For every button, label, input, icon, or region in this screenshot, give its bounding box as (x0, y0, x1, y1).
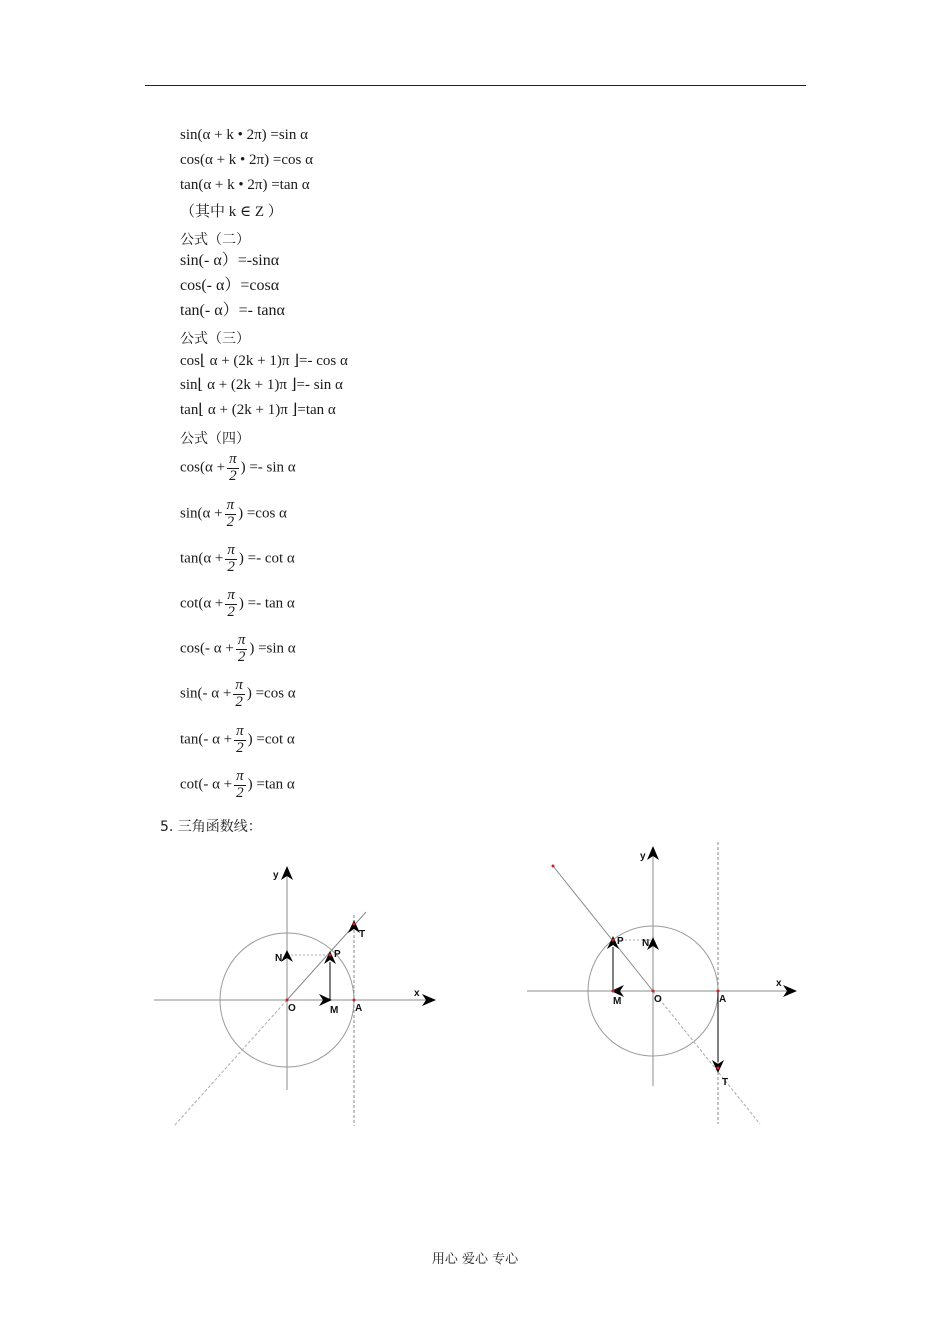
fig1-label-y: y (273, 870, 279, 881)
formula3-heading: 公式（三） (180, 331, 250, 347)
pi-over-2: $\frac{\pi}{2}$ (229, 451, 237, 484)
formula4-left: cot(α + (180, 595, 224, 612)
formula4-right: ) =tan α (247, 776, 295, 793)
terminal-extension (653, 991, 760, 1124)
fig1-label-A: A (355, 1003, 363, 1014)
formula4-left: tan(α + (180, 550, 224, 567)
formula4-left: cos(α + (180, 459, 226, 476)
pi-over-2: $\frac{\pi}{2}$ (236, 723, 244, 756)
formula1-tan: tan(α + k • 2π) =tan α (180, 177, 310, 193)
formula4-left: sin(α + (180, 505, 223, 522)
formula4-left: sin(- α + (180, 685, 232, 702)
fig2-label-P: P (617, 936, 624, 947)
fig1-label-O: O (288, 1003, 296, 1014)
fig1-label-P: P (334, 949, 341, 960)
formula4-right: ) =- sin α (240, 459, 296, 476)
pi-over-2: $\frac{\pi}{2}$ (227, 542, 235, 575)
formula4-heading: 公式（四） (180, 431, 250, 447)
fig1-label-T: T (359, 929, 366, 940)
formula4-right: ) =- tan α (238, 595, 295, 612)
pi-over-2: $\frac{\pi}{2}$ (235, 677, 243, 710)
fig2-label-O: O (654, 994, 662, 1005)
pi-over-2: $\frac{\pi}{2}$ (226, 497, 235, 530)
fig2-label-y: y (640, 851, 646, 862)
section-5-title: 5. 三角函数线： (160, 819, 262, 835)
pi-over-2: $\frac{\pi}{2}$ (236, 768, 244, 801)
pi-over-2: $\frac{\pi}{2}$ (237, 632, 246, 665)
fig2-label-A: A (719, 994, 727, 1005)
formula4-right: ) =cos α (246, 685, 296, 702)
pi-over-2: $\frac{\pi}{2}$ (227, 587, 235, 620)
formula1-note: （其中 k ∈ Z ） (180, 204, 283, 220)
fig2-label-x: x (776, 978, 782, 989)
fig2-label-N: N (642, 938, 650, 949)
formula2-heading: 公式（二） (180, 232, 250, 248)
formula4-right: ) =cos α (238, 505, 287, 522)
fig1-label-N: N (275, 953, 283, 964)
page-footer: 用心 爱心 专心 (431, 1252, 519, 1267)
formula2-sin: sin(- α）=-sinα (180, 252, 280, 269)
formula4-right: ) =- cot α (238, 550, 295, 567)
formula4-left: cot(- α + (180, 776, 233, 793)
formula3-sin: sin⌊ α + (2k + 1)π ⌋=- sin α (180, 377, 343, 393)
fig2-label-T: T (722, 1077, 729, 1088)
formula4-right: ) =sin α (249, 640, 296, 657)
formula4-right: ) =cot α (247, 731, 295, 748)
fig2-label-M: M (613, 996, 622, 1007)
formula3-tan: tan⌊ α + (2k + 1)π ⌋=tan α (180, 402, 336, 418)
formula2-tan: tan(- α）=- tanα (180, 302, 285, 319)
fig1-label-x: x (414, 988, 420, 999)
formula3-cos: cos⌊ α + (2k + 1)π ⌋=- cos α (180, 353, 348, 369)
terminal-side (553, 866, 653, 991)
formula1-cos: cos(α + k • 2π) =cos α (180, 152, 313, 168)
formula4-left: tan(- α + (180, 731, 233, 748)
formula2-cos: cos(- α）=cosα (180, 277, 280, 294)
formula1-sin: sin(α + k • 2π) =sin α (180, 127, 308, 143)
fig1-label-M: M (330, 1005, 339, 1016)
formula4-left: cos(- α + (180, 640, 234, 657)
